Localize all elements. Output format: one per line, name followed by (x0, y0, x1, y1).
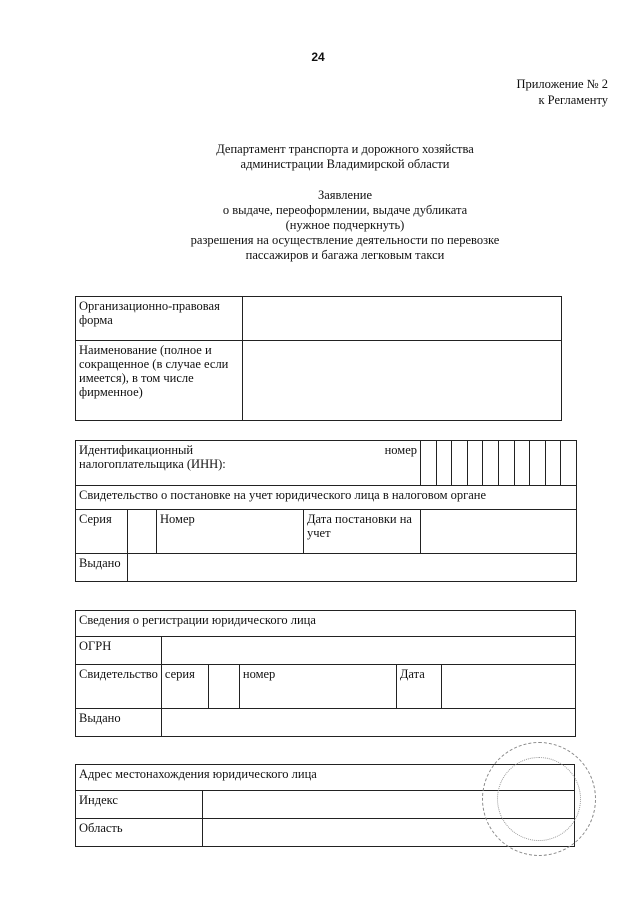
reg-issued-label: Выдано (76, 709, 162, 737)
org-name-field[interactable] (243, 341, 562, 421)
org-form-field[interactable] (243, 297, 562, 341)
cert-series-field[interactable] (208, 665, 239, 709)
number-label: Номер (157, 510, 304, 554)
department-line-1: Департамент транспорта и дорожного хозяйства (216, 142, 474, 156)
stamp-seal (482, 742, 596, 856)
address-title: Адрес местонахождения юридического лица (76, 765, 575, 791)
series-field[interactable] (128, 510, 157, 554)
region-label: Область (76, 819, 203, 847)
org-form-label: Организационно-правовая форма (76, 297, 243, 341)
document-title: Заявление (317, 188, 372, 202)
appendix-line-1: Приложение № 2 (516, 77, 608, 91)
org-name-label: Наименование (полное и сокращенное (в случае если имеется), в том числе фирменное) (76, 341, 243, 421)
page-number: 24 (311, 50, 325, 64)
subtitle-line-4: пассажиров и багажа легковым такси (245, 248, 445, 262)
inn-label-cell (76, 441, 421, 486)
department-line-2: администрации Владимирской области (240, 157, 450, 171)
registration-date-label: Дата постановки на учет (304, 510, 421, 554)
issued-field[interactable] (128, 554, 577, 582)
appendix-line-2: к Регламенту (538, 93, 608, 107)
cert-date-label: Дата (396, 665, 441, 709)
ogrn-label: ОГРН (76, 637, 162, 665)
index-label: Индекс (76, 791, 203, 819)
issued-label: Выдано (76, 554, 128, 582)
cert-date-field[interactable] (441, 665, 575, 709)
org-info-table (75, 296, 562, 421)
reg-issued-field[interactable] (161, 709, 575, 737)
document-heading (0, 142, 636, 263)
department-name (0, 142, 636, 172)
tax-certificate-label: Свидетельство о постановке на учет юридического лица в налоговом органе (76, 486, 577, 510)
cert-number-label: номер (239, 665, 396, 709)
subtitle-line-1: о выдаче, переоформлении, выдаче дубликата (222, 203, 468, 217)
inn-number-label: номер (384, 443, 417, 457)
registration-date-field[interactable] (421, 510, 577, 554)
registration-table (75, 610, 576, 737)
subtitle-line-2: (нужное подчеркнуть) (285, 218, 405, 232)
ogrn-field[interactable] (161, 637, 575, 665)
appendix-label (516, 76, 608, 108)
inn-digit-cells[interactable] (421, 441, 577, 486)
subtitle-line-3: разрешения на осуществление деятельности по перевозке (190, 233, 500, 247)
certificate-label: Свидетельство (76, 665, 162, 709)
inn-table (75, 440, 577, 582)
registration-title: Сведения о регистрации юридического лица (76, 611, 576, 637)
inn-label-2: налогоплательщика (ИНН): (79, 457, 226, 471)
inn-label: Идентификационный (79, 443, 194, 457)
cert-series-label: серия (161, 665, 208, 709)
series-label: Серия (76, 510, 128, 554)
